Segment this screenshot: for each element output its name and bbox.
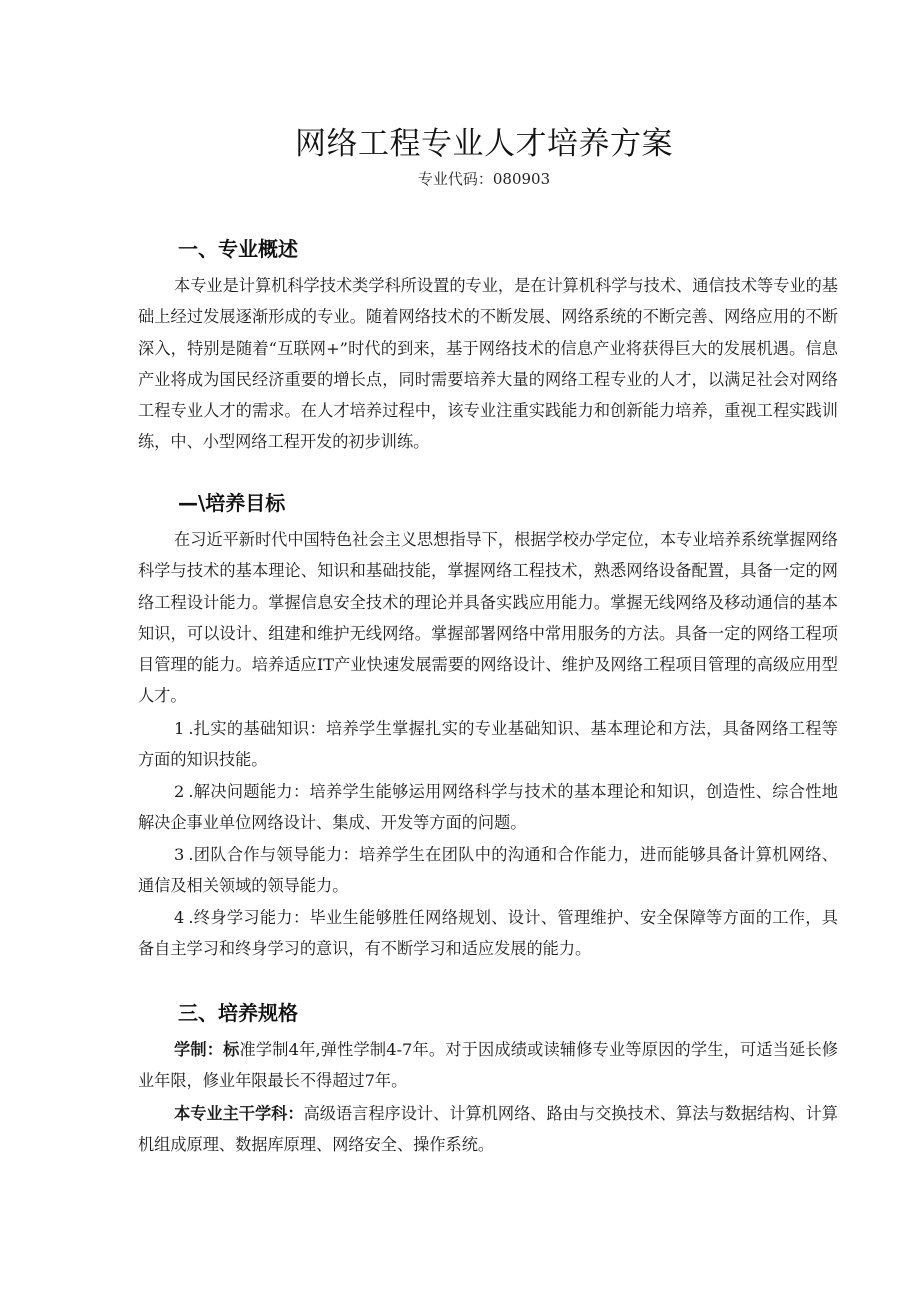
section-heading-specifications: 三、培养规格 [178, 1001, 298, 1025]
objective-item [138, 713, 838, 776]
study-duration-entry [138, 1034, 838, 1097]
objective-item-text: .扎实的基础知识：培养学生掌握扎实的专业基础知识、基本理论和方法，具备网络工程等方面的知识技能。 [138, 719, 838, 770]
objective-item-number: 4 [174, 908, 185, 927]
section-heading-overview: 一、专业概述 [178, 237, 298, 261]
objective-item [138, 839, 838, 902]
section-heading-objectives: —\培养目标 [178, 491, 286, 515]
document-title: 网络工程专业人才培养方案 [295, 126, 673, 162]
objective-item-text: .终身学习能力：毕业生能够胜任网络规划、设计、管理维护、安全保障等方面的工作，具备自主学习和终身学习的意识，有不断学习和适应发展的能力。 [138, 908, 838, 959]
major-code: 专业代码：080903 [417, 170, 551, 188]
core-disciplines-entry [138, 1098, 838, 1161]
objective-item-text: .解决问题能力：培养学生能够运用网络科学与技术的基本理论和知识，创造性、综合性地解决企事业单位网络设计、集成、开发等方面的问题。 [138, 782, 838, 833]
objective-item-number: 2 [174, 782, 185, 801]
entry-text: 高级语言程序设计、计算机网络、路由与交换技术、算法与数据结构、计算机组成原理、数据库原理、网络安全、操作系统。 [138, 1104, 838, 1155]
objective-item [138, 902, 838, 965]
entry-label: 学制：标 [174, 1040, 240, 1059]
overview-paragraph: 本专业是计算机科学技术类学科所设置的专业，是在计算机科学与技术、通信技术等专业的基础上经过发展逐渐形成的专业。随着网络技术的不断发展、网络系统的不断完善、网络应用的不断深入，特别是随着“互联网+”时代的到来，基于网络技术的信息产业将获得巨大的发展机遇。信息产业将成为国民经济重要的增长点，同时需要培养大量的网络工程专业的人才，以满足社会对网络工程专业人才的需求。在人才培养过程中，该专业注重实践能力和创新能力培养，重视工程实践训练，中、小型网络工程开发的初步训练。 [138, 276, 838, 452]
objective-item-number: 3 [174, 845, 185, 864]
objective-item [138, 776, 838, 839]
objective-item-number: 1 [174, 719, 185, 738]
objective-item-text: .团队合作与领导能力：培养学生在团队中的沟通和合作能力，进而能够具备计算机网络、通信及相关领域的领导能力。 [138, 845, 838, 896]
entry-text: 准学制4年,弹性学制4-7年。对于因成绩或读辅修专业等原因的学生，可适当延长修业年限，修业年限最长不得超过7年。 [138, 1040, 839, 1091]
objectives-paragraph: 在习近平新时代中国特色社会主义思想指导下，根据学校办学定位，本专业培养系统掌握网络科学与技术的基本理论、知识和基础技能，掌握网络工程技术，熟悉网络设备配置，具备一定的网络工程设计能力。掌握信息安全技术的理论并具备实践应用能力。掌握无线网络及移动通信的基本知识，可以设计、组建和维护无线网络。掌握部署网络中常用服务的方法。具备一定的网络工程项目管理的能力。培养适应IT产业快速发展需要的网络设计、维护及网络工程项目管理的高级应用型人才。 [138, 530, 838, 706]
entry-label: 本专业主干学科： [174, 1104, 304, 1123]
